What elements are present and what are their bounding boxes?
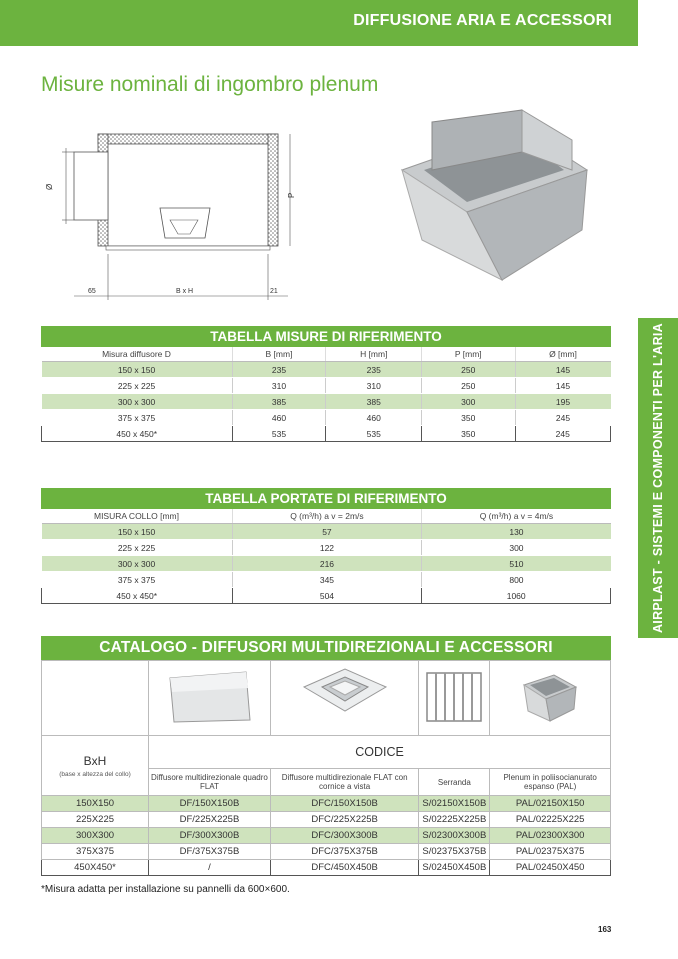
plenum-photo [392, 110, 592, 300]
col-header: Q (m³/h) a v = 2m/s [232, 509, 422, 524]
col-header: Serranda [419, 769, 490, 796]
image-flat-diffuser [149, 661, 271, 736]
table-row: 450 x 450* 535 535 350 245 [42, 426, 611, 442]
bxh-header: BxH (base x altezza del collo) [42, 736, 149, 796]
dim-left: 65 [88, 288, 96, 295]
empty-cell [42, 661, 149, 736]
section-title: DIFFUSIONE ARIA E ACCESSORI [353, 12, 612, 29]
col-header: Diffusore multidirezionale FLAT con cornice a vista [270, 769, 418, 796]
table-header-row [42, 509, 611, 524]
image-framed-diffuser [270, 661, 418, 736]
table-row: 225 x 225 122 300 [42, 540, 611, 556]
table-row: 300 x 300 385 385 300 195 [42, 394, 611, 410]
plenum-box-icon [520, 669, 580, 725]
table-row: 375X375 DF/375X375B DFC/375X375B S/02375X375B PAL/02375X375 [42, 844, 611, 860]
image-damper [419, 661, 490, 736]
table-row: 150 x 150 235 235 250 145 [42, 362, 611, 378]
col-header: B [mm] [232, 347, 326, 362]
page-title: Misure nominali di ingombro plenum [41, 73, 379, 96]
dim-p: P [287, 192, 296, 198]
col-header: Q (m³/h) a v = 4m/s [422, 509, 611, 524]
table-row: 450X450* / DFC/450X450B S/02450X450B PAL/02450X450 [42, 860, 611, 876]
side-tab [638, 318, 678, 638]
header-bar [0, 0, 638, 46]
framed-diffuser-icon [300, 667, 390, 727]
col-header: H [mm] [326, 347, 422, 362]
footnote: *Misura adatta per installazione su pannelli da 600×600. [41, 884, 290, 895]
col-header: P [mm] [422, 347, 515, 362]
page-number: 163 [598, 925, 612, 934]
catalog-title: CATALOGO - DIFFUSORI MULTIDIREZIONALI E ACCESSORI [41, 636, 611, 660]
table-header-row [42, 347, 611, 362]
flat-diffuser-icon [164, 668, 254, 726]
codice-header: CODICE [149, 736, 611, 769]
product-images-row [42, 661, 611, 736]
image-plenum [490, 661, 611, 736]
dim-diameter: Ø [45, 183, 54, 190]
plenum-technical-drawing [40, 128, 296, 308]
table-row: 225 x 225 310 310 250 145 [42, 378, 611, 394]
col-header: Ø [mm] [515, 347, 611, 362]
reference-flow-table [41, 488, 611, 604]
catalog-table [41, 660, 611, 876]
col-header: Misura diffusore D [42, 347, 233, 362]
table-row: 300X300 DF/300X300B DFC/300X300B S/02300X300B PAL/02300X300 [42, 828, 611, 844]
table2-title: TABELLA PORTATE DI RIFERIMENTO [41, 488, 611, 509]
table-row: 450 x 450* 504 1060 [42, 588, 611, 604]
table-row: 375 x 375 345 800 [42, 572, 611, 588]
table-row: 150 x 150 57 130 [42, 524, 611, 540]
catalog-section [41, 636, 611, 876]
table-row: 150X150 DF/150X150B DFC/150X150B S/02150X150B PAL/02150X150 [42, 796, 611, 812]
col-header: MISURA COLLO [mm] [42, 509, 233, 524]
reference-dimensions-table [41, 326, 611, 442]
damper-icon [419, 667, 489, 727]
table1-title: TABELLA MISURE DI RIFERIMENTO [41, 326, 611, 347]
catalog-header-row [42, 736, 611, 769]
dim-center: B x H [176, 288, 194, 295]
col-header: Plenum in poliisocianurato espanso (PAL) [490, 769, 611, 796]
dim-right: 21 [270, 288, 278, 295]
side-tab-label: AIRPLAST - SISTEMI E COMPONENTI PER L'ARIA [651, 322, 665, 634]
col-header: Diffusore multidirezionale quadro FLAT [149, 769, 271, 796]
table-row: 300 x 300 216 510 [42, 556, 611, 572]
table-row: 375 x 375 460 460 350 245 [42, 410, 611, 426]
table-row: 225X225 DF/225X225B DFC/225X225B S/02225X225B PAL/02225X225 [42, 812, 611, 828]
